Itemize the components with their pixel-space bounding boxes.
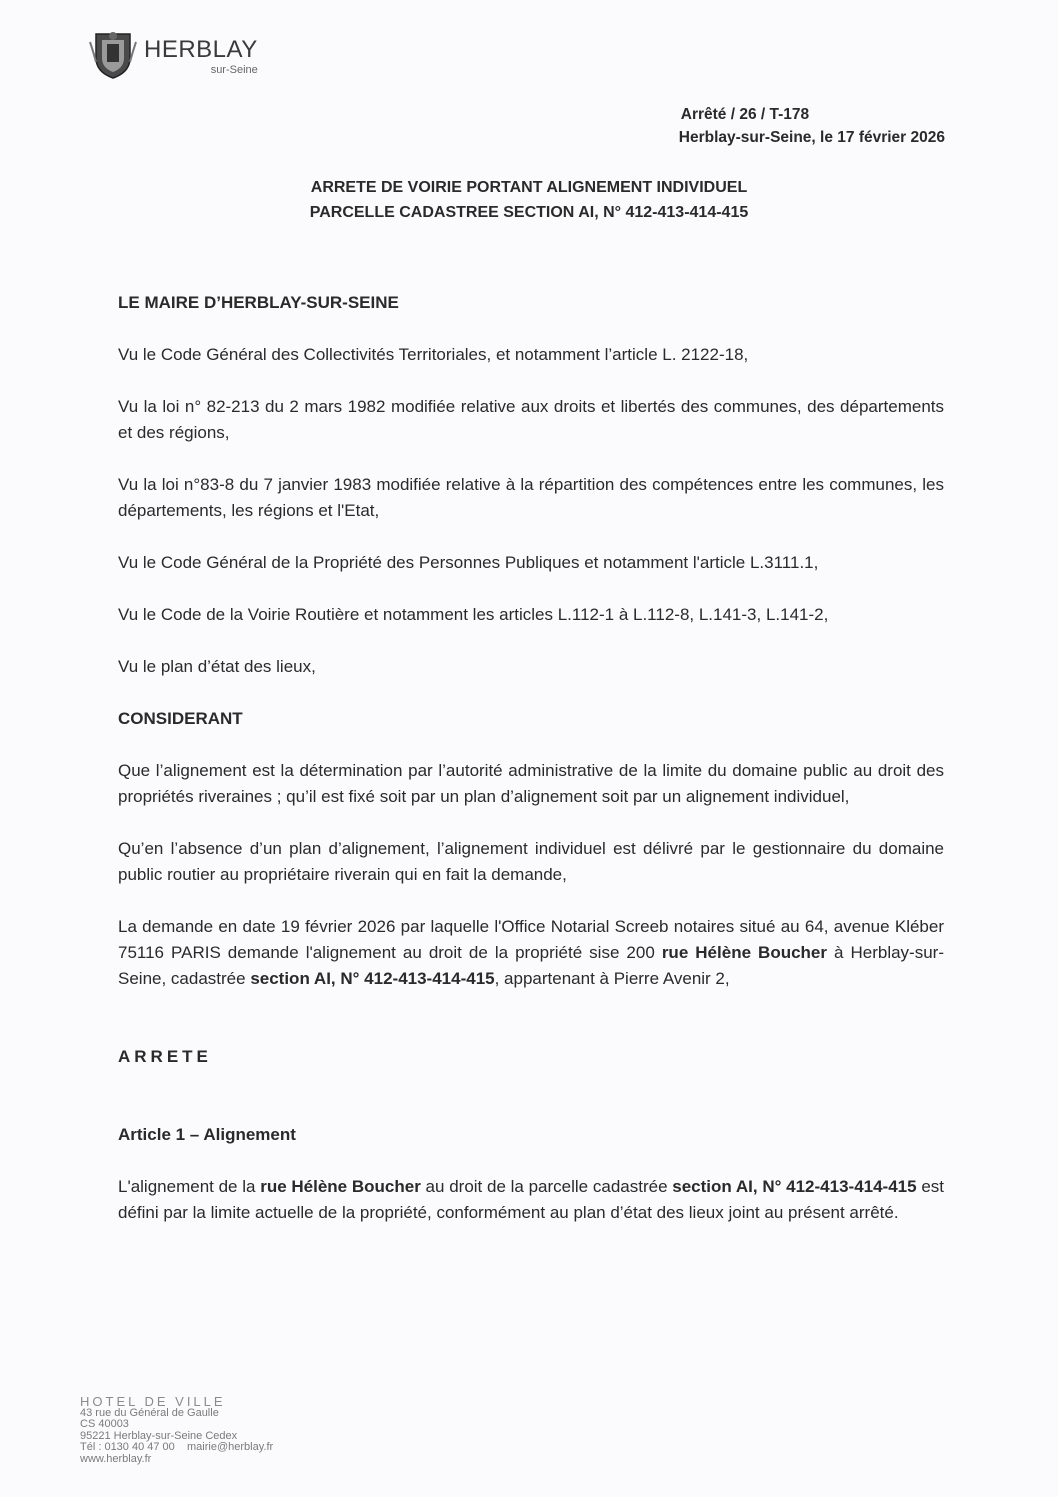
footer-address	[80, 1396, 273, 1465]
vu-paragraph: Vu le Code Général des Collectivités Territoriales, et notamment l’article L. 2122-18,	[118, 345, 749, 364]
herblay-logo	[88, 28, 258, 80]
footer-cs: CS 40003	[80, 1418, 129, 1430]
footer-street: 43 rue du Général de Gaulle	[80, 1406, 219, 1419]
title-line-1: ARRETE DE VOIRIE PORTANT ALIGNEMENT INDIVIDUEL	[310, 179, 748, 196]
footer-contact: Tél : 0130 40 47 00 mairie@herblay.fr	[80, 1441, 274, 1453]
considerant-paragraph: Que l’alignement est la détermination par l’autorité administrative de la limite du domaine public au droit des propriétés riveraines ; qu’il est fixé soit par un plan d’alignement soit par un alignement individuel,	[118, 761, 944, 806]
footer-website: www.herblay.fr	[80, 1452, 152, 1465]
logo-subtitle: sur-Seine	[210, 64, 258, 76]
vu-paragraph: Vu le Code de la Voirie Routière et notamment les articles L.112-1 à L.112-8, L.141-3, L.141-2,	[118, 605, 829, 624]
document-body	[118, 290, 944, 1226]
considerant-paragraph: Qu’en l’absence d’un plan d’alignement, l’alignement individuel est délivré par le gestionnaire du domaine public routier au propriétaire riverain qui en fait la demande,	[118, 839, 944, 884]
vu-paragraph: Vu le Code Général de la Propriété des Personnes Publiques et notamment l'article L.3111.1,	[118, 553, 819, 572]
footer-city: 95221 Herblay-sur-Seine Cedex	[80, 1429, 238, 1442]
coat-of-arms-icon	[88, 28, 138, 80]
logo-name: HERBLAY	[144, 36, 258, 63]
considerant-heading: CONSIDERANT	[118, 709, 243, 728]
vu-paragraph: Vu la loi n° 82-213 du 2 mars 1982 modifiée relative aux droits et libertés des communes, des départements et des régions,	[118, 397, 944, 442]
vu-paragraph: Vu la loi n°83-8 du 7 janvier 1983 modifiée relative à la répartition des compétences entre les communes, les départements, les régions et l'Etat,	[118, 475, 944, 520]
article-1-paragraph: L'alignement de la rue Hélène Boucher au droit de la parcelle cadastrée section AI, N° 412-413-414-415 est défini par la limite actuelle de la propriété, conformément au plan d’état des lieux joint au présent arrêté.	[118, 1177, 945, 1222]
article-1-title: Article 1 – Alignement	[118, 1125, 296, 1144]
vu-paragraph: Vu le plan d’état des lieux,	[118, 657, 316, 676]
decree-number: Arrêté / 26 / T-178	[680, 106, 810, 123]
document-title	[0, 175, 1058, 225]
reference-block	[679, 103, 945, 149]
footer-hotel-de-ville: HOTEL DE VILLE	[80, 1394, 226, 1409]
title-line-2: PARCELLE CADASTREE SECTION AI, N° 412-413-414-415	[309, 204, 749, 221]
place-date: Herblay-sur-Seine, le 17 février 2026	[678, 129, 945, 146]
arrete-heading: ARRETE	[118, 1047, 212, 1066]
maire-heading: LE MAIRE D’HERBLAY-SUR-SEINE	[118, 293, 399, 312]
demande-paragraph: La demande en date 19 février 2026 par laquelle l'Office Notarial Screeb notaires situé au 64, avenue Kléber 75116 PARIS demande l'alignement au droit de la propriété sise 200 rue Hélène Boucher à Herblay-sur-Seine, cadastrée section AI, N° 412-413-414-415, appartenant à Pierre Avenir 2,	[118, 917, 944, 988]
